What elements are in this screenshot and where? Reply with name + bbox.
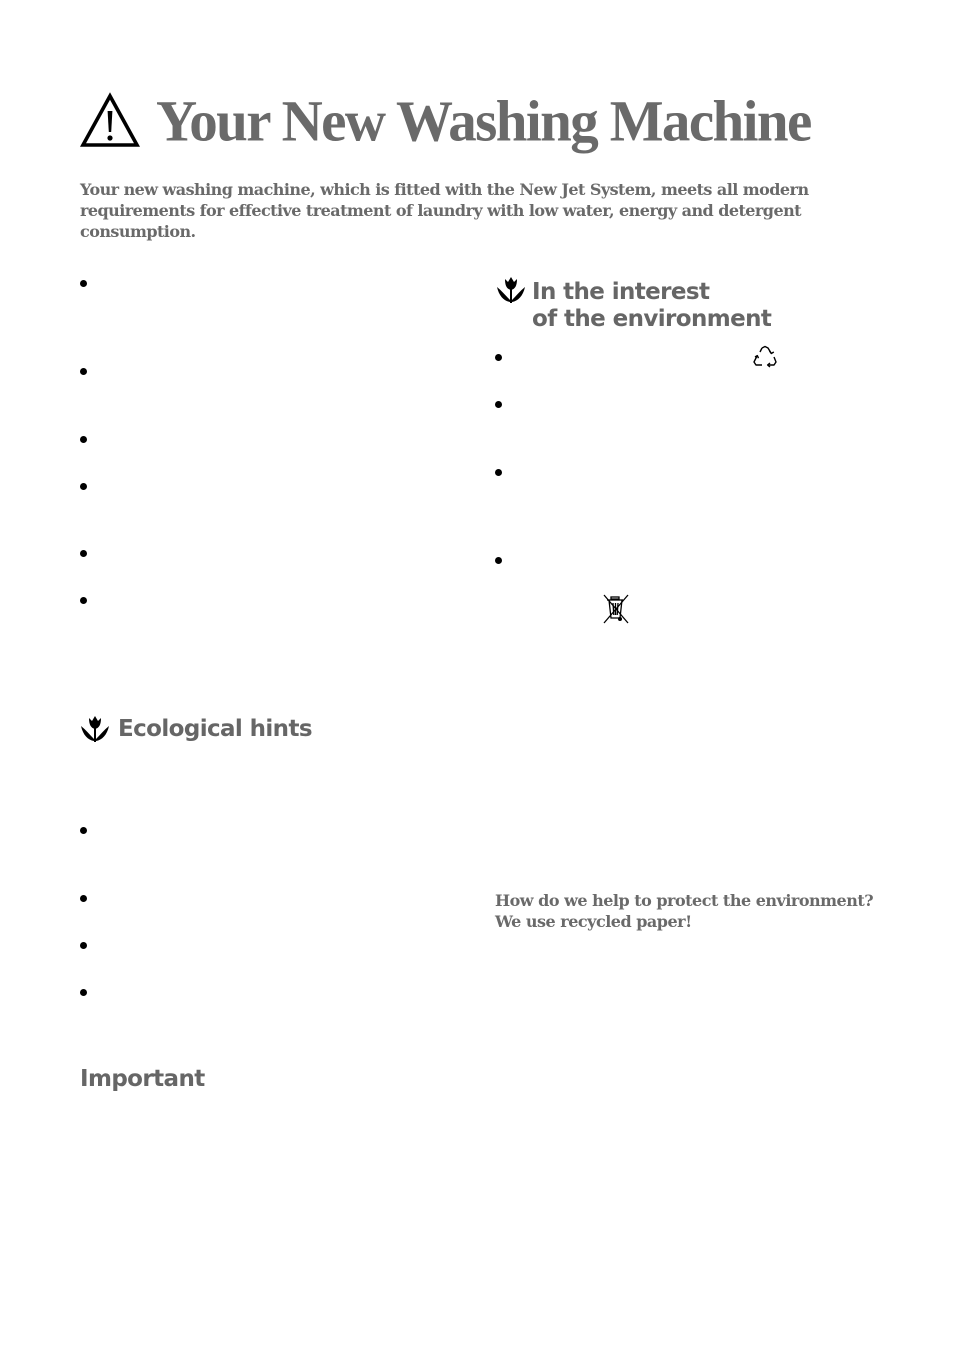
list-bullet	[495, 469, 502, 476]
ecological-hints-heading: Ecological hints	[118, 716, 312, 742]
list-bullet	[80, 827, 87, 834]
list-bullet	[495, 401, 502, 408]
crossed-out-wheelie-bin-icon	[603, 594, 629, 624]
intro-paragraph: Your new washing machine, which is fitted with the New Jet System, meets all modern requirements for effective treatment of laundry with low water, energy and detergent consumption.	[80, 180, 809, 241]
list-bullet	[80, 550, 87, 557]
recycled-paper-note-line1: How do we help to protect the environment?	[495, 891, 874, 910]
list-bullet	[80, 895, 87, 902]
list-bullet	[80, 280, 87, 287]
flower-eco-icon	[80, 715, 110, 743]
flower-eco-icon	[496, 276, 526, 304]
environment-heading-line2: of the environment	[532, 306, 772, 332]
list-bullet	[80, 597, 87, 604]
recycled-paper-note	[495, 890, 895, 932]
important-heading: Important	[80, 1066, 205, 1092]
list-bullet	[495, 354, 502, 361]
list-bullet	[80, 942, 87, 949]
list-bullet	[80, 989, 87, 996]
list-bullet	[495, 557, 502, 564]
list-bullet	[80, 483, 87, 490]
page-title: Your New Washing Machine	[156, 89, 811, 154]
recycled-paper-note-line2: We use recycled paper!	[495, 912, 692, 931]
recycling-symbol-icon	[752, 345, 778, 369]
environment-heading-line1: In the interest	[532, 279, 710, 305]
list-bullet	[80, 368, 87, 375]
list-bullet	[80, 436, 87, 443]
warning-triangle-icon	[80, 92, 140, 148]
